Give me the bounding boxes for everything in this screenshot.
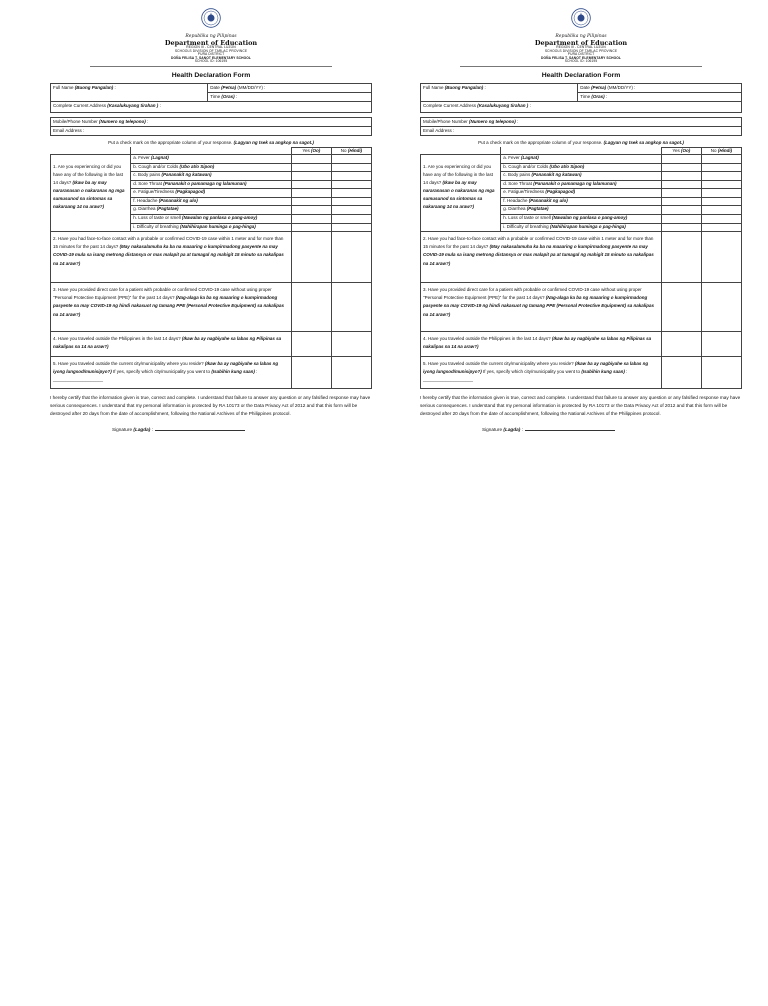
yes-checkbox[interactable] bbox=[661, 189, 701, 198]
no-checkbox[interactable] bbox=[331, 332, 371, 357]
question-4: 4. Have you traveled outside the Philippines in the last 14 days? (Ikaw ba ay nagbiyahe sa labas ng Pilipinas sa nakalipas na 14 na araw?) bbox=[51, 332, 292, 357]
no-checkbox[interactable] bbox=[701, 206, 741, 215]
no-checkbox[interactable] bbox=[331, 223, 371, 232]
address-field[interactable]: Complete Current Address (Kasalukuyang tirahan ) : bbox=[421, 101, 742, 112]
symptom-fatigue: e. Fatigue/Tiredness (Pagkapagod) bbox=[131, 189, 292, 198]
no-checkbox[interactable] bbox=[331, 357, 371, 389]
symptom-difficulty-breathing: i. Difficulty of breathing (Nahihirapan huminga o pag-hinga) bbox=[131, 223, 292, 232]
certification-statement: I hereby certify that the information given is true, correct and complete. I understand that failure to answer any question or any falsified response may have serious consequences. I understand that my personal information is protected by RA 10173 or the Data Privacy Act of 2012 and that this form will be destroyed after 20 days from the date of accomplishment, following the National Archives of the Philippines protocol. bbox=[420, 395, 741, 416]
no-checkbox[interactable] bbox=[331, 283, 371, 332]
yes-checkbox[interactable] bbox=[661, 332, 701, 357]
symptom-sore-throat: d. Sore Throat (Pananakit o pamamaga ng lalamunan) bbox=[131, 180, 292, 189]
time-field[interactable]: Time (Oras) : bbox=[208, 92, 372, 101]
certification-statement: I hereby certify that the information given is true, correct and complete. I understand that failure to answer any question or any falsified response may have serious consequences. I understand that my personal information is protected by RA 10173 or the Data Privacy Act of 2012 and that this form will be destroyed after 20 days from the date of accomplishment, following the National Archives of the Philippines protocol. bbox=[50, 395, 371, 416]
form-header bbox=[420, 8, 742, 67]
no-checkbox[interactable] bbox=[701, 357, 741, 389]
yes-checkbox[interactable] bbox=[661, 163, 701, 172]
yes-checkbox[interactable] bbox=[661, 206, 701, 215]
full-name-field[interactable]: Full Name (Buong Pangalan) : bbox=[51, 83, 208, 101]
yes-checkbox[interactable] bbox=[661, 197, 701, 206]
district-label: PURA DISTRICT bbox=[567, 52, 595, 57]
instruction-text: Put a check mark on the appropriate column of your response. (Lagyan ng tsek sa angkop na sagot.) bbox=[478, 139, 684, 145]
yes-checkbox[interactable] bbox=[291, 232, 331, 283]
question-2: 2. Have you had face-to-face contact with a probable or confirmed COVID-19 case within 1 meter and for more than 15 minutes for the past 14 days? (May nakasalamuha ka ba na maaaring o kumpirmadong pasyente na may COVID-19 mula sa isang metrong distansya or mas malapit pa at tumagal ng mahigit 15 minuto sa nakalipas na 14 araw?) bbox=[51, 232, 292, 283]
no-checkbox[interactable] bbox=[701, 189, 741, 198]
department-title: Department of Education bbox=[534, 38, 628, 47]
full-name-field[interactable]: Full Name (Buong Pangalan) : bbox=[421, 83, 578, 101]
no-checkbox[interactable] bbox=[331, 154, 371, 163]
symptom-loss-of-taste: h. Loss of taste or smell (Nawalan ng panlasa o pang-amoy) bbox=[131, 215, 292, 224]
yes-checkbox[interactable] bbox=[661, 215, 701, 224]
signature-line[interactable]: Signature (Lagda) : bbox=[50, 427, 372, 432]
yes-checkbox[interactable] bbox=[661, 154, 701, 163]
region-label: REGION III - CENTRAL LUZON bbox=[556, 45, 606, 50]
no-checkbox[interactable] bbox=[701, 283, 741, 332]
yes-checkbox[interactable] bbox=[291, 332, 331, 357]
yes-checkbox[interactable] bbox=[291, 215, 331, 224]
region-label: REGION III - CENTRAL LUZON bbox=[186, 45, 236, 50]
yes-checkbox[interactable] bbox=[661, 172, 701, 181]
department-title: Department of Education bbox=[164, 38, 258, 47]
form-title: Health Declaration Form bbox=[541, 71, 621, 79]
republic-label: Republika ng Pilipinas bbox=[185, 33, 237, 39]
no-checkbox[interactable] bbox=[701, 215, 741, 224]
personal-info-table bbox=[50, 83, 372, 113]
question-2: 2. Have you had face-to-face contact with a probable or confirmed COVID-19 case within 1 meter and for more than 15 minutes for the past 14 days? (May nakasalamuha ka ba na maaaring o kumpirmadong pasyente na may COVID-19 mula sa isang metrong distansya or mas malapit pa at tumagal ng mahigit 15 minuto sa nakalipas na 14 araw?) bbox=[421, 232, 662, 283]
no-column-header: No (Hindi) bbox=[331, 147, 371, 154]
signature-line[interactable]: Signature (Lagda) : bbox=[420, 427, 742, 432]
deped-seal-icon bbox=[571, 8, 591, 28]
no-checkbox[interactable] bbox=[331, 172, 371, 181]
header-divider bbox=[460, 66, 702, 67]
address-field[interactable]: Complete Current Address (Kasalukuyang tirahan ) : bbox=[51, 101, 372, 112]
deped-seal-icon bbox=[201, 8, 221, 28]
instruction-text: Put a check mark on the appropriate column of your response. (Lagyan ng tsek sa angkop na sagot.) bbox=[108, 139, 314, 145]
yes-checkbox[interactable] bbox=[291, 154, 331, 163]
symptom-headache: f. Headache (Pananakit ng ulo) bbox=[131, 197, 292, 206]
header-divider bbox=[90, 66, 332, 67]
form-header bbox=[50, 8, 372, 67]
questions-table bbox=[420, 147, 742, 389]
personal-info-table bbox=[420, 83, 742, 113]
school-name: DOÑA FELISA T. SANOT ELEMENTARY SCHOOL bbox=[170, 55, 252, 60]
date-field[interactable]: Date (Petsa) (MM/DD/YY) : bbox=[208, 83, 372, 92]
symptom-headache: f. Headache (Pananakit ng ulo) bbox=[501, 197, 662, 206]
mobile-field[interactable]: Mobile/Phone Number (Numero ng telepono) : bbox=[421, 117, 742, 126]
no-checkbox[interactable] bbox=[701, 232, 741, 283]
yes-checkbox[interactable] bbox=[661, 283, 701, 332]
question-1: 1. Are you experiencing or did you have any of the following in the last 14 days? (Ikaw ba ay may nararanasan o nakaranas ng mga sumusunod na sintomas sa nakaraang 14 na araw?) bbox=[421, 154, 501, 231]
yes-checkbox[interactable] bbox=[291, 172, 331, 181]
health-form-left bbox=[50, 8, 372, 432]
health-form-right bbox=[420, 8, 742, 432]
questions-table bbox=[50, 147, 372, 389]
no-checkbox[interactable] bbox=[701, 180, 741, 189]
symptom-cough: b. Cough and/or Colds (Ubo at/o Sipon) bbox=[131, 163, 292, 172]
yes-checkbox[interactable] bbox=[291, 197, 331, 206]
no-checkbox[interactable] bbox=[331, 189, 371, 198]
question-5: 5. Have you traveled outside the current city/municipality where you reside? (Ikaw ba ay nagbiyahe sa labas ng iyong lungsod/munisipyo?) If yes, specify which city/municipality you went to (Isabihin kung saan) : ____________________ bbox=[51, 357, 292, 389]
symptom-fever: a. Fever (Lagnat) bbox=[501, 154, 662, 163]
yes-checkbox[interactable] bbox=[661, 357, 701, 389]
no-checkbox[interactable] bbox=[701, 223, 741, 232]
question-3: 3. Have you provided direct care for a patient with probable or confirmed COVID-19 case without using proper "Personal Protective Equipment (PPE)" for the past 14 days? (Nag-alaga ka ba ng maaaring o kumpirmadong pasyente na may COVID-19 ng hindi nakasuot ng tamang PPE (Personal Protective Equipment) sa nakalipas na 14 araw?) bbox=[51, 283, 292, 332]
yes-checkbox[interactable] bbox=[291, 189, 331, 198]
school-id: SCHOOL ID: 106195 bbox=[564, 59, 598, 64]
question-1: 1. Are you experiencing or did you have any of the following in the last 14 days? (Ikaw ba ay may nararanasan o nakaranas ng mga sumusunod na sintomas sa nakaraang 14 na araw?) bbox=[51, 154, 131, 231]
symptom-fever: a. Fever (Lagnat) bbox=[131, 154, 292, 163]
email-field[interactable]: Email Address : bbox=[421, 126, 742, 135]
yes-checkbox[interactable] bbox=[661, 223, 701, 232]
symptom-cough: b. Cough and/or Colds (Ubo at/o Sipon) bbox=[501, 163, 662, 172]
yes-checkbox[interactable] bbox=[291, 283, 331, 332]
symptom-diarrhea: g. Diarrhea (Pagtatae) bbox=[131, 206, 292, 215]
district-label: PURA DISTRICT bbox=[197, 52, 225, 57]
no-checkbox[interactable] bbox=[331, 197, 371, 206]
form-title: Health Declaration Form bbox=[171, 71, 251, 79]
symptom-sore-throat: d. Sore Throat (Pananakit o pamamaga ng lalamunan) bbox=[501, 180, 662, 189]
yes-checkbox[interactable] bbox=[661, 180, 701, 189]
no-checkbox[interactable] bbox=[701, 163, 741, 172]
yes-column-header: Yes (Oo) bbox=[291, 147, 331, 154]
symptom-difficulty-breathing: i. Difficulty of breathing (Nahihirapan huminga o pag-hinga) bbox=[501, 223, 662, 232]
school-id: SCHOOL ID: 106195 bbox=[194, 59, 228, 64]
yes-checkbox[interactable] bbox=[291, 223, 331, 232]
question-3: 3. Have you provided direct care for a patient with probable or confirmed COVID-19 case without using proper "Personal Protective Equipment (PPE)" for the past 14 days? (Nag-alaga ka ba ng maaaring o kumpirmadong pasyente na may COVID-19 ng hindi nakasuot ng tamang PPE (Personal Protective Equipment) sa nakalipas na 14 araw?) bbox=[421, 283, 662, 332]
question-5: 5. Have you traveled outside the current city/municipality where you reside? (Ikaw ba ay nagbiyahe sa labas ng iyong lungsod/munisipyo?) If yes, specify which city/municipality you went to (Isabihin kung saan) : ____________________ bbox=[421, 357, 662, 389]
question-4: 4. Have you traveled outside the Philippines in the last 14 days? (Ikaw ba ay nagbiyahe sa labas ng Pilipinas sa nakalipas na 14 na araw?) bbox=[421, 332, 662, 357]
symptom-diarrhea: g. Diarrhea (Pagtatae) bbox=[501, 206, 662, 215]
no-checkbox[interactable] bbox=[331, 215, 371, 224]
time-field[interactable]: Time (Oras) : bbox=[578, 92, 742, 101]
no-checkbox[interactable] bbox=[331, 180, 371, 189]
symptom-loss-of-taste: h. Loss of taste or smell (Nawalan ng panlasa o pang-amoy) bbox=[501, 215, 662, 224]
symptom-fatigue: e. Fatigue/Tiredness (Pagkapagod) bbox=[501, 189, 662, 198]
no-column-header: No (Hindi) bbox=[701, 147, 741, 154]
date-field[interactable]: Date (Petsa) (MM/DD/YY) : bbox=[578, 83, 742, 92]
no-checkbox[interactable] bbox=[701, 154, 741, 163]
yes-checkbox[interactable] bbox=[291, 163, 331, 172]
no-checkbox[interactable] bbox=[331, 206, 371, 215]
contact-info-table bbox=[50, 117, 372, 136]
no-checkbox[interactable] bbox=[331, 232, 371, 283]
symptom-body-pains: c. Body pains (Pananakit ng katawan) bbox=[131, 172, 292, 181]
no-checkbox[interactable] bbox=[701, 172, 741, 181]
division-label: SCHOOLS DIVISION OF TARLAC PROVINCE bbox=[544, 48, 618, 53]
no-checkbox[interactable] bbox=[701, 197, 741, 206]
yes-checkbox[interactable] bbox=[291, 206, 331, 215]
yes-column-header: Yes (Oo) bbox=[661, 147, 701, 154]
contact-info-table bbox=[420, 117, 742, 136]
email-field[interactable]: Email Address : bbox=[51, 126, 372, 135]
yes-checkbox[interactable] bbox=[291, 180, 331, 189]
no-checkbox[interactable] bbox=[701, 332, 741, 357]
division-label: SCHOOLS DIVISION OF TARLAC PROVINCE bbox=[174, 48, 248, 53]
republic-label: Republika ng Pilipinas bbox=[555, 33, 607, 39]
no-checkbox[interactable] bbox=[331, 163, 371, 172]
yes-checkbox[interactable] bbox=[291, 357, 331, 389]
school-name: DOÑA FELISA T. SANOT ELEMENTARY SCHOOL bbox=[540, 55, 622, 60]
yes-checkbox[interactable] bbox=[661, 232, 701, 283]
mobile-field[interactable]: Mobile/Phone Number (Numero ng telepono) : bbox=[51, 117, 372, 126]
symptom-body-pains: c. Body pains (Pananakit ng katawan) bbox=[501, 172, 662, 181]
